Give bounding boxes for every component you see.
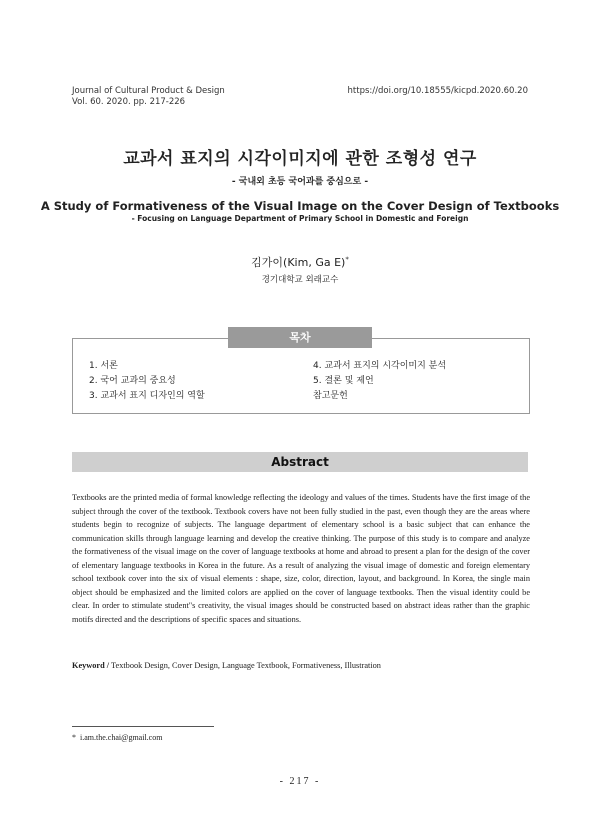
keyword-line (72, 659, 530, 672)
toc-item-1: 1. 서론 (89, 361, 118, 371)
footnote-email[interactable]: i.am.the.chai@gmail.com (80, 733, 163, 742)
author-name: 김가이(Kim, Ga E) (251, 256, 346, 269)
toc-item-4: 4. 교과서 표지의 시각이미지 분석 (313, 361, 447, 371)
footnote (72, 732, 162, 743)
abstract-body: Textbooks are the printed media of formal knowledge reflecting the ideology and values of the times. Students have the first image of the subject through the cover of the textbook. Textbook covers have not been fully studied in the past, even though they are the areas where students begin to recognize of subjects. The language department of elementary school is a basic subject that can enhance the communication skills through language learning and develop the creative thinking. The purpose of this study is to compare and analyze the formativeness of the visual image on the cover of language textbooks at home and abroad to present a plan for the design of the cover of elementary language textbooks in Korea in the future. As a result of analyzing the visual image of domestic and foreign elementary school textbook cover into the six of visual elements : shape, size, color, direction, layout, and background. In Korea, the single main object should be emphasized and the limited colors are applied on the cover of language textbooks. Then the visual identity could be clear. In order to stimulate student"s creativity, the visual images should be constructed based on abstract ideas rather than the graphic motifs directed and the descriptions of specific spaces and situations. (72, 493, 530, 624)
abstract-heading: Abstract (72, 452, 528, 472)
footnote-divider (72, 726, 214, 727)
toc-item-5: 5. 결론 및 제언 (313, 376, 374, 386)
journal-name: Journal of Cultural Product & Design (72, 86, 225, 96)
affiliation: 경기대학교 외래교수 (261, 275, 339, 285)
footnote-mark: * (72, 733, 76, 742)
toc-box (72, 338, 530, 414)
keyword-values: Textbook Design, Cover Design, Language Textbook, Formativeness, Illustration (111, 661, 381, 670)
doi-link[interactable]: https://doi.org/10.18555/kicpd.2020.60.20 (347, 86, 528, 96)
toc-heading: 목차 (228, 327, 372, 348)
toc-right-column (313, 360, 446, 402)
author-footnote-mark: * (345, 255, 349, 264)
keyword-label: Keyword / (72, 661, 110, 670)
toc-left-column (89, 360, 205, 402)
page-number: - 217 - (279, 776, 321, 787)
journal-volume: Vol. 60. 2020. pp. 217-226 (72, 97, 186, 107)
subtitle-english: - Focusing on Language Department of Primary School in Domestic and Foreign (131, 214, 469, 223)
toc-item-3: 3. 교과서 표지 디자인의 역할 (89, 391, 205, 401)
subtitle-korean: - 국내외 초등 국어과를 중심으로 - (231, 177, 369, 187)
title-english: A Study of Formativeness of the Visual Image on the Cover Design of Textbooks (40, 199, 560, 213)
author (0, 254, 600, 270)
toc-item-references: 참고문헌 (313, 391, 348, 401)
title-korean: 교과서 표지의 시각이미지에 관한 조형성 연구 (123, 149, 477, 169)
toc-item-2: 2. 국어 교과의 중요성 (89, 376, 176, 386)
